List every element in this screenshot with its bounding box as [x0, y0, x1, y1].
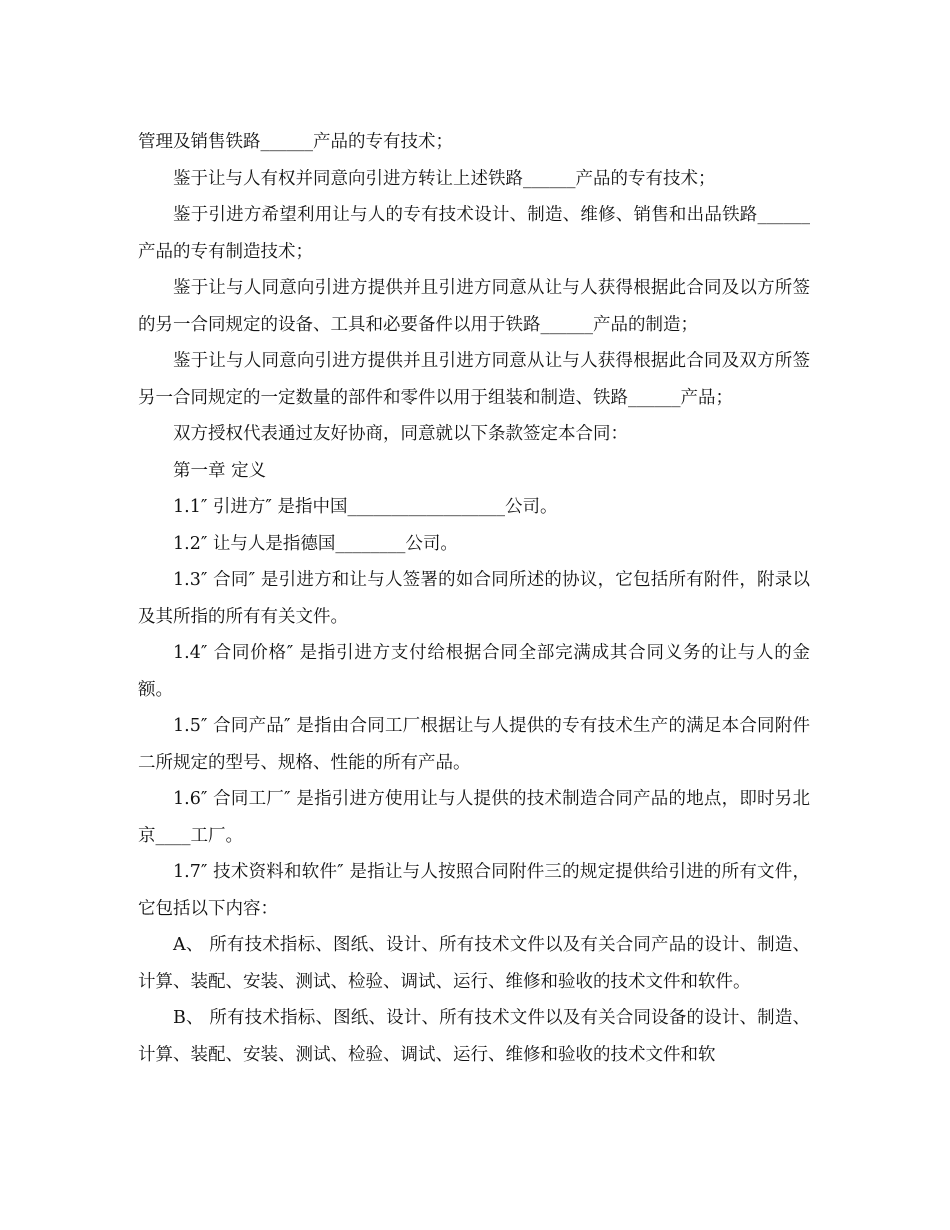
paragraph-whereas-transfer-right: 鉴于让与人有权并同意向引进方转让上述铁路______产品的专有技术； [173, 168, 716, 189]
clause-1-5: 1.5″ 合同产品″ 是指由合同工厂根据让与人提供的专有技术生产的满足本合同附件二所规定的型号、规格、性能的所有产品。 [138, 716, 810, 773]
clause-1-1: 1.1″ 引进方″ 是指中国__________________公司。 [173, 497, 558, 517]
paragraph-continuation: 管理及销售铁路______产品的专有技术； [138, 132, 453, 152]
paragraph-whereas-use-knowhow: 鉴于引进方希望利用让与人的专有技术设计、制造、维修、销售和出品铁路______产品的专有制造技术； [138, 205, 810, 262]
document-body [138, 124, 810, 1073]
clause-1-4: 1.4″ 合同价格″ 是指引进方支付给根据合同全部完满成其合同义务的让与人的金额。 [138, 643, 810, 700]
clause-1-7-item-b: B、 所有技术指标、图纸、设计、所有技术文件以及有关合同设备的设计、制造、计算、装配、安装、测试、检验、调试、运行、维修和验收的技术文件和软 [138, 1008, 810, 1065]
clause-1-2: 1.2″ 让与人是指德国________公司。 [173, 533, 458, 554]
clause-1-7-item-a: A、 所有技术指标、图纸、设计、所有技术文件以及有关合同产品的设计、制造、计算、装配、安装、测试、检验、调试、运行、维修和验收的技术文件和软件。 [138, 935, 810, 992]
clause-1-7: 1.7″ 技术资料和软件″ 是指让与人按照合同附件三的规定提供给引进的所有文件，它包括以下内容： [138, 862, 810, 919]
chapter-heading: 第一章 定义 [173, 460, 267, 481]
paragraph-whereas-equipment: 鉴于让与人同意向引进方提供并且引进方同意从让与人获得根据此合同及以方所签的另一合同规定的设备、工具和必要备件以用于铁路______产品的制造； [138, 278, 810, 335]
clause-1-6: 1.6″ 合同工厂″ 是指引进方使用让与人提供的技术制造合同产品的地点，即时另北京____工厂。 [138, 789, 810, 846]
paragraph-agreement: 双方授权代表通过友好协商，同意就以下条款签定本合同： [173, 424, 628, 444]
clause-1-3: 1.3″ 合同″ 是引进方和让与人签署的如合同所述的协议，它包括所有附件，附录以及其所指的所有有关文件。 [138, 570, 810, 627]
paragraph-whereas-parts: 鉴于让与人同意向引进方提供并且引进方同意从让与人获得根据此合同及双方所签另一合同规定的一定数量的部件和零件以用于组装和制造、铁路______产品； [138, 351, 810, 408]
